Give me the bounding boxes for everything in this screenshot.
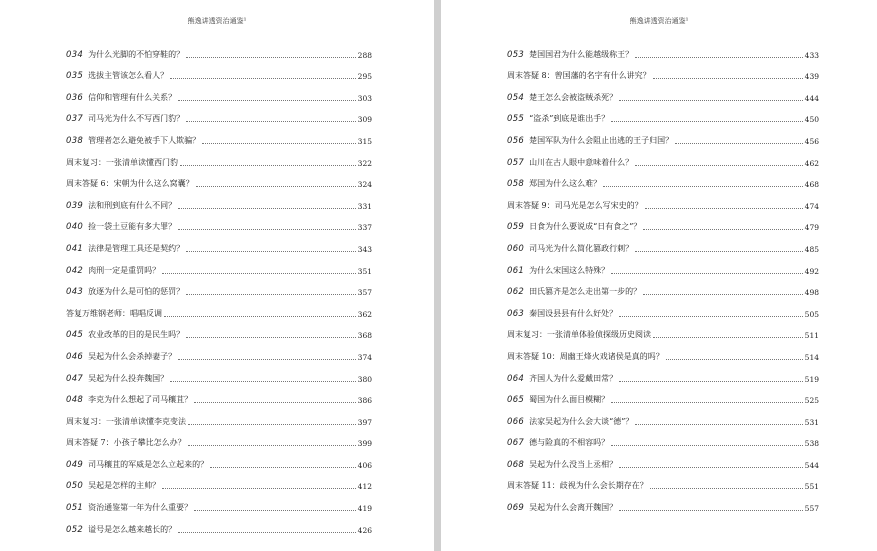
entry-page-number: 331 <box>357 201 372 211</box>
entry-page-number: 498 <box>804 288 819 298</box>
entry-number: 050 <box>66 481 84 492</box>
entry-page-number: 362 <box>357 309 372 319</box>
toc-entry[interactable] <box>66 81 372 103</box>
toc-entry[interactable] <box>507 405 819 427</box>
entry-number: 043 <box>66 287 84 298</box>
toc-list-left <box>66 38 372 535</box>
entry-page-number: 551 <box>804 482 819 492</box>
entry-title: 法家吴起为什么会大谈“德”？ <box>529 416 634 426</box>
toc-entry[interactable] <box>507 38 819 60</box>
entry-title: 肉刑一定是重罚吗？ <box>88 265 161 275</box>
toc-entry[interactable] <box>66 232 372 254</box>
toc-entry[interactable] <box>507 384 819 406</box>
entry-number: 036 <box>66 92 84 103</box>
entry-page-number: 324 <box>357 180 372 190</box>
toc-entry[interactable] <box>66 384 372 406</box>
entry-page-number: 374 <box>357 352 372 362</box>
toc-entry[interactable] <box>66 448 372 470</box>
dot-leader <box>164 315 356 317</box>
entry-number: 067 <box>507 438 525 449</box>
entry-page-number: 380 <box>357 374 372 384</box>
toc-entry[interactable] <box>66 427 372 449</box>
toc-entry[interactable] <box>66 146 372 168</box>
entry-title: 吴起是怎样的主帅？ <box>88 481 161 491</box>
toc-entry[interactable] <box>66 297 372 319</box>
toc-entry[interactable] <box>66 60 372 82</box>
entry-number: 038 <box>66 135 84 146</box>
dot-leader <box>186 293 356 295</box>
dot-leader <box>188 444 356 446</box>
entry-number: 035 <box>66 71 84 82</box>
dot-leader <box>635 423 802 425</box>
toc-entry[interactable] <box>66 491 372 513</box>
entry-page-number: 357 <box>357 288 372 298</box>
entry-number: 047 <box>66 373 84 384</box>
entry-title: 楚国军队为什么会阻止出逃的王子归国？ <box>529 135 674 145</box>
toc-entry[interactable] <box>507 297 819 319</box>
dot-leader <box>643 228 802 230</box>
entry-title: 管理者怎么避免被手下人欺骗？ <box>88 135 201 145</box>
entry-title: 周末复习：一张清单读懂李克变法 <box>66 416 186 426</box>
right-page <box>441 0 877 551</box>
dot-leader <box>178 531 356 533</box>
toc-entry[interactable] <box>66 168 372 190</box>
entry-number: 049 <box>66 459 84 470</box>
dot-leader <box>611 120 802 122</box>
entry-title: 吴起为什么会杀掉妻子？ <box>88 351 177 361</box>
entry-page-number: 474 <box>804 201 819 211</box>
toc-entry[interactable] <box>507 60 819 82</box>
entry-page-number: 519 <box>804 374 819 384</box>
toc-entry[interactable] <box>66 124 372 146</box>
entry-number: 048 <box>66 395 84 406</box>
entry-page-number: 412 <box>357 482 372 492</box>
entry-page-number: 397 <box>357 417 372 427</box>
entry-title: 德与险真的不相容吗？ <box>529 438 610 448</box>
toc-entry[interactable] <box>507 232 819 254</box>
entry-title: 信仰和管理有什么关系？ <box>88 92 177 102</box>
entry-number: 069 <box>507 503 525 514</box>
entry-number: 062 <box>507 287 525 298</box>
entry-title: 捡一袋土豆能有多大罪？ <box>88 222 177 232</box>
entry-title: 山川在古人眼中意味着什么？ <box>529 157 634 167</box>
entry-number: 054 <box>507 92 525 103</box>
dot-leader <box>186 56 356 58</box>
dot-leader <box>619 380 803 382</box>
entry-title: 资治通鉴第一年为什么重要？ <box>88 503 193 513</box>
entry-number: 065 <box>507 395 525 406</box>
entry-title: 楚国国君为什么能越级称王？ <box>529 49 634 59</box>
entry-number: 037 <box>66 114 84 125</box>
entry-title: 吴起为什么投奔魏国？ <box>88 373 169 383</box>
toc-entry[interactable] <box>66 38 372 60</box>
entry-title: 放逐为什么是可怕的惩罚？ <box>88 287 185 297</box>
entry-number: 063 <box>507 308 525 319</box>
left-page <box>0 0 434 551</box>
dot-leader <box>603 185 803 187</box>
entry-number: 055 <box>507 114 525 125</box>
dot-leader <box>186 250 356 252</box>
dot-leader <box>619 466 803 468</box>
entry-page-number: 343 <box>357 244 372 254</box>
entry-title: 周末复习：一张清单体验侦探级历史阅读 <box>507 330 651 340</box>
entry-title: 周末复习：一张清单读懂西门豹 <box>66 157 178 167</box>
toc-entry[interactable] <box>66 276 372 298</box>
dot-leader <box>635 164 803 166</box>
toc-entry[interactable] <box>507 168 819 190</box>
entry-number: 064 <box>507 373 525 384</box>
toc-entry[interactable] <box>66 211 372 233</box>
entry-title: 农业改革的目的是民生吗？ <box>88 330 185 340</box>
entry-number: 052 <box>66 524 84 535</box>
entry-title: 周末答疑 11：歧视为什么会长期存在？ <box>507 481 648 491</box>
entry-page-number: 462 <box>804 158 819 168</box>
entry-number: 060 <box>507 243 525 254</box>
dot-leader <box>188 423 356 425</box>
dot-leader <box>170 77 356 79</box>
entry-title: 田氏篡齐是怎么走出第一步的？ <box>529 287 642 297</box>
entry-title: 为什么光脚的不怕穿鞋的？ <box>88 49 185 59</box>
entry-title: 郑国为什么这么难？ <box>529 179 602 189</box>
toc-entry[interactable] <box>507 340 819 362</box>
entry-page-number: 309 <box>357 115 372 125</box>
toc-entry[interactable] <box>507 146 819 168</box>
toc-entry[interactable] <box>507 81 819 103</box>
dot-leader <box>611 444 803 446</box>
entry-page-number: 544 <box>804 460 819 470</box>
toc-entry[interactable] <box>507 254 819 276</box>
dot-leader <box>178 207 356 209</box>
entry-title: 周末答疑 6：宋朝为什么这么窝囊？ <box>66 179 194 189</box>
dot-leader <box>162 272 356 274</box>
entry-page-number: 288 <box>357 50 372 60</box>
entry-page-number: 351 <box>357 266 372 276</box>
dot-leader <box>194 401 356 403</box>
dot-leader <box>194 509 356 511</box>
entry-title: 为什么宋国这么特殊？ <box>529 265 610 275</box>
dot-leader <box>202 142 356 144</box>
entry-page-number: 531 <box>804 417 819 427</box>
toc-entry[interactable] <box>507 319 819 341</box>
entry-page-number: 485 <box>804 244 819 254</box>
dot-leader <box>643 293 803 295</box>
toc-entry[interactable] <box>507 103 819 125</box>
toc-entry[interactable] <box>507 448 819 470</box>
toc-entry[interactable] <box>66 405 372 427</box>
dot-leader <box>635 56 803 58</box>
entry-number: 053 <box>507 49 525 60</box>
entry-number: 040 <box>66 222 84 233</box>
entry-number: 061 <box>507 265 525 276</box>
entry-title: 周末答疑 8：曾国藩的名字有什么讲究？ <box>507 71 651 81</box>
entry-number: 041 <box>66 243 84 254</box>
toc-entry[interactable] <box>507 276 819 298</box>
entry-title: 司马穰苴的军威是怎么立起来的？ <box>88 459 209 469</box>
toc-entry[interactable] <box>507 189 819 211</box>
entry-number: 034 <box>66 49 84 60</box>
entry-page-number: 479 <box>804 223 819 233</box>
entry-page-number: 322 <box>357 158 372 168</box>
entry-title: 吴起为什么没当上丞相？ <box>529 459 618 469</box>
entry-page-number: 368 <box>357 331 372 341</box>
dot-leader <box>611 272 803 274</box>
entry-number: 039 <box>66 200 84 211</box>
entry-title: 法律是管理工具还是契约？ <box>88 243 185 253</box>
dot-leader <box>653 336 803 338</box>
dot-leader <box>170 380 356 382</box>
dot-leader <box>186 120 356 122</box>
dot-leader <box>186 336 356 338</box>
entry-title: 司马光为什么简化篡政行刺？ <box>529 243 634 253</box>
entry-page-number: 315 <box>357 136 372 146</box>
dot-leader <box>178 99 356 101</box>
entry-title: 司马光为什么不写西门豹？ <box>88 114 185 124</box>
entry-title: 日食为什么要说成“日有食之”？ <box>529 222 642 232</box>
entry-number: 042 <box>66 265 84 276</box>
entry-page-number: 426 <box>357 525 372 535</box>
entry-number: 051 <box>66 503 84 514</box>
toc-entry[interactable] <box>507 362 819 384</box>
toc-entry[interactable] <box>66 189 372 211</box>
entry-title: 法和刑到底有什么不同？ <box>88 200 177 210</box>
dot-leader <box>611 401 803 403</box>
entry-title: 楚王怎么会被盗贼杀死？ <box>529 92 618 102</box>
dot-leader <box>210 466 356 468</box>
entry-title: 周末答疑 9：司马光是怎么写宋史的？ <box>507 200 643 210</box>
entry-number: 068 <box>507 459 525 470</box>
dot-leader <box>178 228 356 230</box>
toc-entry[interactable] <box>66 254 372 276</box>
page-gutter <box>434 0 441 551</box>
entry-title: 选拔主管该怎么看人？ <box>88 71 169 81</box>
entry-number: 046 <box>66 351 84 362</box>
toc-entry[interactable] <box>507 491 819 513</box>
toc-entry[interactable] <box>66 513 372 535</box>
entry-page-number: 295 <box>357 72 372 82</box>
entry-title: 答复万维钢老师：唱唱反调 <box>66 308 162 318</box>
entry-title: 李克为什么想起了司马穰苴？ <box>88 395 193 405</box>
entry-page-number: 439 <box>804 72 819 82</box>
toc-list-right <box>507 38 819 513</box>
toc-entry[interactable] <box>507 427 819 449</box>
toc-entry[interactable] <box>66 319 372 341</box>
dot-leader <box>196 185 356 187</box>
entry-title: 周末答疑 10：周幽王烽火戏诸侯是真的吗？ <box>507 351 664 361</box>
entry-number: 045 <box>66 330 84 341</box>
entry-number: 056 <box>507 135 525 146</box>
entry-page-number: 514 <box>804 352 819 362</box>
dot-leader <box>619 315 803 317</box>
toc-entry[interactable] <box>507 211 819 233</box>
entry-number: 059 <box>507 222 525 233</box>
entry-number: 058 <box>507 179 525 190</box>
entry-page-number: 468 <box>804 180 819 190</box>
entry-page-number: 538 <box>804 439 819 449</box>
entry-title: 周末答疑 7：小孩子攀比怎么办？ <box>66 438 186 448</box>
entry-page-number: 406 <box>357 460 372 470</box>
entry-page-number: 511 <box>804 331 819 341</box>
running-header-right: 熊逸讲透资治通鉴¹ <box>629 17 689 25</box>
entry-page-number: 525 <box>804 396 819 406</box>
toc-entry[interactable] <box>66 340 372 362</box>
entry-title: 齐国人为什么爱戴田常？ <box>529 373 618 383</box>
dot-leader <box>645 207 803 209</box>
dot-leader <box>178 358 356 360</box>
dot-leader <box>162 487 356 489</box>
dot-leader <box>650 487 803 489</box>
dot-leader <box>666 358 803 360</box>
toc-entry[interactable] <box>66 103 372 125</box>
entry-title: 谥号是怎么越来越长的？ <box>88 524 177 534</box>
dot-leader <box>180 164 356 166</box>
toc-entry[interactable] <box>66 362 372 384</box>
entry-page-number: 557 <box>804 504 819 514</box>
running-header-left: 熊逸讲透资治通鉴¹ <box>187 17 247 25</box>
entry-page-number: 492 <box>804 266 819 276</box>
entry-title: “盗杀”到底是谁出手？ <box>529 114 610 124</box>
entry-page-number: 444 <box>804 93 819 103</box>
entry-page-number: 505 <box>804 309 819 319</box>
dot-leader <box>619 509 803 511</box>
entry-title: 吴起为什么会离开魏国？ <box>529 503 618 513</box>
entry-number: 057 <box>507 157 525 168</box>
dot-leader <box>675 142 803 144</box>
entry-page-number: 399 <box>357 439 372 449</box>
entry-title: 蜀国为什么面目模糊？ <box>529 395 610 405</box>
toc-entry[interactable] <box>507 124 819 146</box>
toc-entry[interactable] <box>66 470 372 492</box>
entry-page-number: 433 <box>804 50 819 60</box>
entry-page-number: 419 <box>357 504 372 514</box>
entry-title: 秦国设县县有什么好处？ <box>529 308 618 318</box>
toc-entry[interactable] <box>507 470 819 492</box>
dot-leader <box>635 250 803 252</box>
dot-leader <box>653 77 803 79</box>
entry-page-number: 337 <box>357 223 372 233</box>
entry-page-number: 450 <box>804 115 819 125</box>
entry-page-number: 456 <box>804 136 819 146</box>
entry-page-number: 303 <box>357 93 372 103</box>
entry-page-number: 386 <box>357 396 372 406</box>
dot-leader <box>619 99 803 101</box>
entry-number: 066 <box>507 416 525 427</box>
